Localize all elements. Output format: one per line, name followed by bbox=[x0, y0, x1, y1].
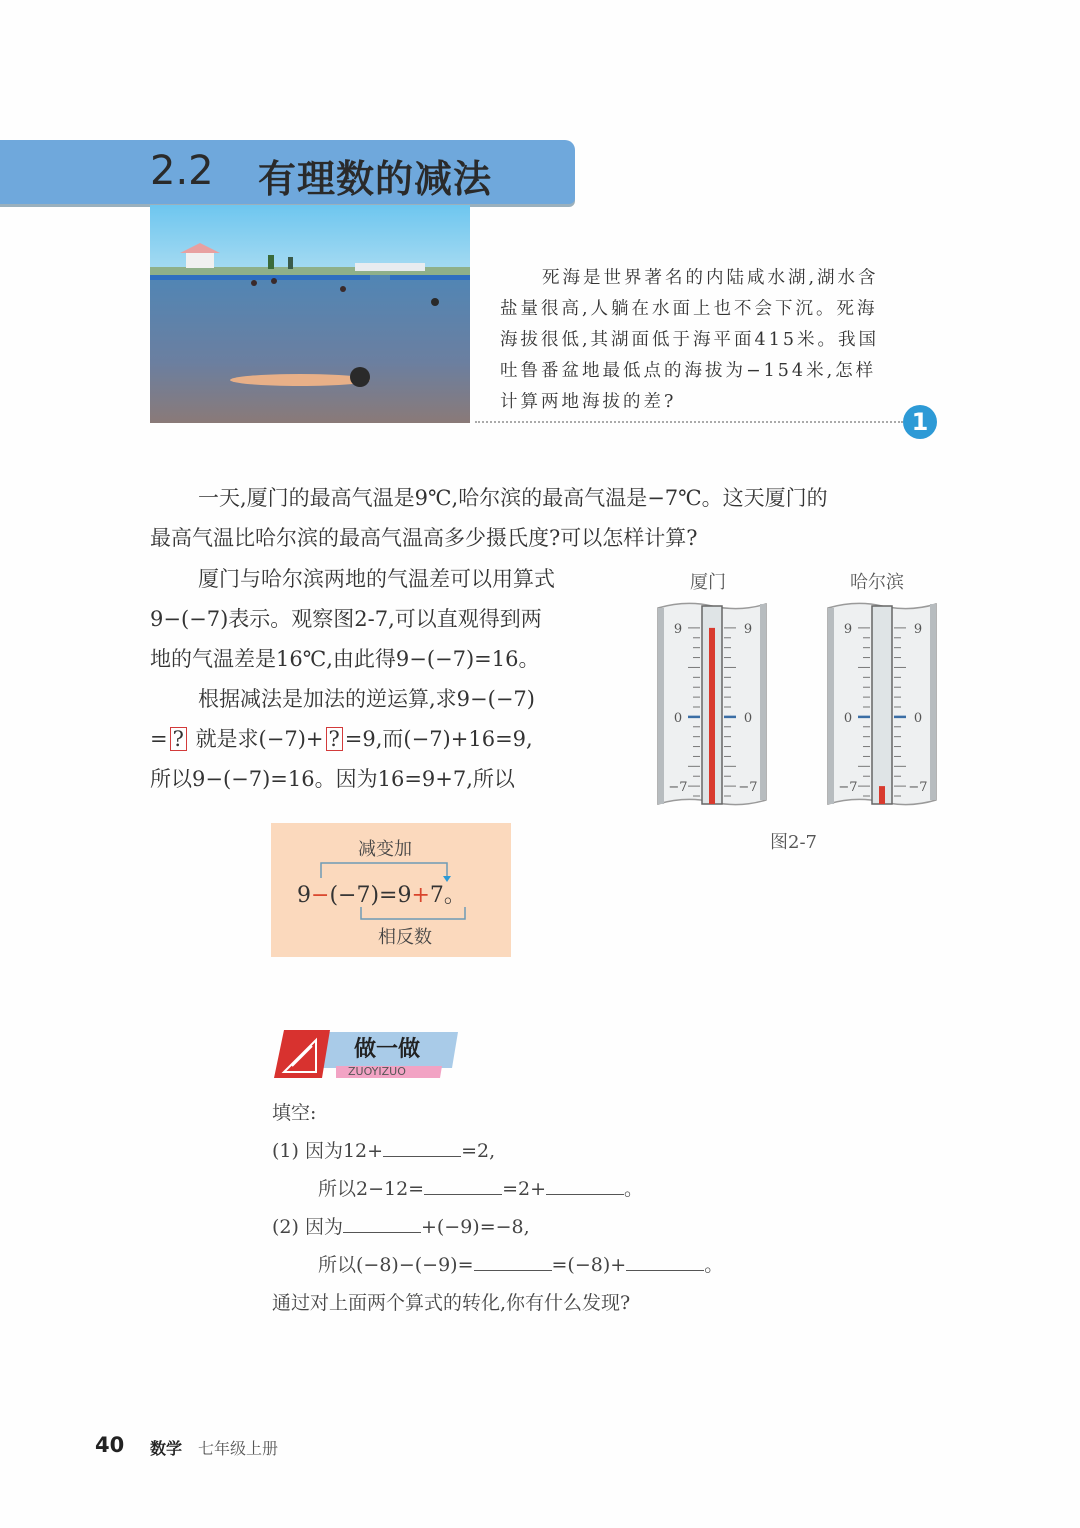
rule-bottom-label: 相反数 bbox=[378, 927, 432, 948]
answer-blank[interactable] bbox=[383, 1138, 461, 1157]
answer-blank[interactable] bbox=[343, 1214, 421, 1233]
footer-book-title: 七年级上册 bbox=[198, 1439, 279, 1458]
intro-line: 吐鲁番盆地最低点的海拔为−154米,怎样 bbox=[500, 361, 877, 381]
scale-label: 9 bbox=[673, 621, 683, 637]
explanation-line: 地的气温差是16℃,由此得9−(−7)=16。 bbox=[150, 647, 540, 671]
exercise-text: =2+ bbox=[502, 1178, 547, 1200]
rule-top-label: 减变加 bbox=[358, 839, 412, 860]
scale-label: 9 bbox=[913, 621, 923, 637]
mercury-column bbox=[709, 628, 715, 804]
scale-label: 0 bbox=[913, 710, 923, 726]
thermometer-edge bbox=[930, 604, 936, 800]
activity-badge bbox=[270, 1028, 460, 1080]
activity-pinyin: ZUOYIZUO bbox=[348, 1065, 406, 1078]
exercise-text: (1) 因为12+ bbox=[272, 1140, 384, 1162]
top-bracket bbox=[321, 863, 447, 878]
eq-plus-highlight: + bbox=[411, 883, 430, 908]
exercise-text: 所以(−8)−(−9)= bbox=[318, 1254, 474, 1276]
thermometer-xiamen bbox=[656, 600, 768, 810]
explanation-line bbox=[150, 723, 533, 753]
mercury-column bbox=[879, 786, 885, 804]
thermometer-label-harbin: 哈尔滨 bbox=[850, 572, 904, 593]
exercise-item-1 bbox=[272, 1136, 495, 1163]
scale-label: −7 bbox=[738, 780, 758, 796]
scale-label: −7 bbox=[908, 780, 928, 796]
scale-label: 9 bbox=[843, 621, 853, 637]
thermometer-edge bbox=[658, 608, 664, 804]
figure-caption: 图2-7 bbox=[770, 832, 817, 853]
explanation-line: 9−(−7)表示。观察图2-7,可以直观得到两 bbox=[150, 607, 542, 631]
answer-blank[interactable] bbox=[474, 1252, 552, 1271]
activity-title: 做一做 bbox=[354, 1037, 421, 1062]
explanation-line: 厦门与哈尔滨两地的气温差可以用算式 bbox=[198, 567, 555, 591]
explanation-text: 就是求(−7)+ bbox=[195, 727, 324, 751]
thermometer-edge bbox=[828, 608, 834, 804]
unknown-box: ? bbox=[170, 727, 187, 751]
exercise-text: =(−8)+ bbox=[551, 1254, 627, 1276]
section-number: 2.2 bbox=[150, 148, 214, 194]
thermometer-edge bbox=[760, 604, 766, 800]
eq-part: 9 bbox=[297, 883, 311, 908]
thermometer-label-xiamen: 厦门 bbox=[690, 572, 726, 593]
eq-part: 7。 bbox=[429, 883, 466, 908]
rule-equation bbox=[297, 878, 466, 909]
exercise-text: 。 bbox=[624, 1178, 644, 1200]
dotted-divider bbox=[475, 421, 903, 423]
exercise-item-2-line-2 bbox=[318, 1250, 723, 1277]
scale-label: 9 bbox=[743, 621, 753, 637]
intro-line: 海拔很低,其湖面低于海平面415米。我国 bbox=[500, 330, 879, 350]
dead-sea-photo bbox=[150, 205, 470, 423]
thermometer-tube bbox=[872, 606, 892, 804]
scale-label: 0 bbox=[743, 710, 753, 726]
section-title: 有理数的减法 bbox=[258, 157, 493, 201]
scale-label: 0 bbox=[673, 710, 683, 726]
problem-number-badge: 1 bbox=[903, 405, 937, 439]
exercise-text: 。 bbox=[704, 1254, 724, 1276]
exercise-closing-question: 通过对上面两个算式的转化,你有什么发现? bbox=[272, 1292, 631, 1314]
eq-part: (−7)=9 bbox=[329, 883, 412, 908]
intro-line: 死海是世界著名的内陆咸水湖,湖水含 bbox=[542, 268, 879, 288]
equals-text: = bbox=[150, 727, 168, 751]
footer-subject: 数学 bbox=[150, 1439, 183, 1458]
unknown-box: ? bbox=[326, 727, 343, 751]
explanation-line: 根据减法是加法的逆运算,求9−(−7) bbox=[198, 687, 535, 711]
eq-minus-highlight: − bbox=[311, 883, 330, 908]
rule-box bbox=[271, 823, 511, 957]
answer-blank[interactable] bbox=[424, 1176, 502, 1195]
exercise-item-1-line-2 bbox=[318, 1174, 643, 1201]
thermometer-harbin bbox=[826, 600, 938, 810]
page-number: 40 bbox=[95, 1433, 125, 1457]
exercise-text: +(−9)=−8, bbox=[420, 1216, 530, 1238]
question-line: 最高气温比哈尔滨的最高气温高多少摄氏度?可以怎样计算? bbox=[150, 526, 698, 550]
scale-label: 0 bbox=[843, 710, 853, 726]
intro-line: 盐量很高,人躺在水面上也不会下沉。死海 bbox=[500, 299, 878, 319]
scale-label: −7 bbox=[668, 780, 688, 796]
explanation-text: =9,而(−7)+16=9, bbox=[344, 727, 533, 751]
exercise-text: (2) 因为 bbox=[272, 1216, 343, 1238]
exercise-item-2 bbox=[272, 1212, 530, 1239]
question-line: 一天,厦门的最高气温是9℃,哈尔滨的最高气温是−7℃。这天厦门的 bbox=[198, 486, 828, 510]
answer-blank[interactable] bbox=[626, 1252, 704, 1271]
exercise-intro: 填空: bbox=[272, 1102, 317, 1124]
intro-line: 计算两地海拔的差? bbox=[500, 392, 677, 412]
scale-label: −7 bbox=[838, 780, 858, 796]
exercise-text: =2, bbox=[461, 1140, 496, 1162]
explanation-line: 所以9−(−7)=16。因为16=9+7,所以 bbox=[150, 767, 515, 791]
answer-blank[interactable] bbox=[546, 1176, 624, 1195]
exercise-text: 所以2−12= bbox=[318, 1178, 425, 1200]
